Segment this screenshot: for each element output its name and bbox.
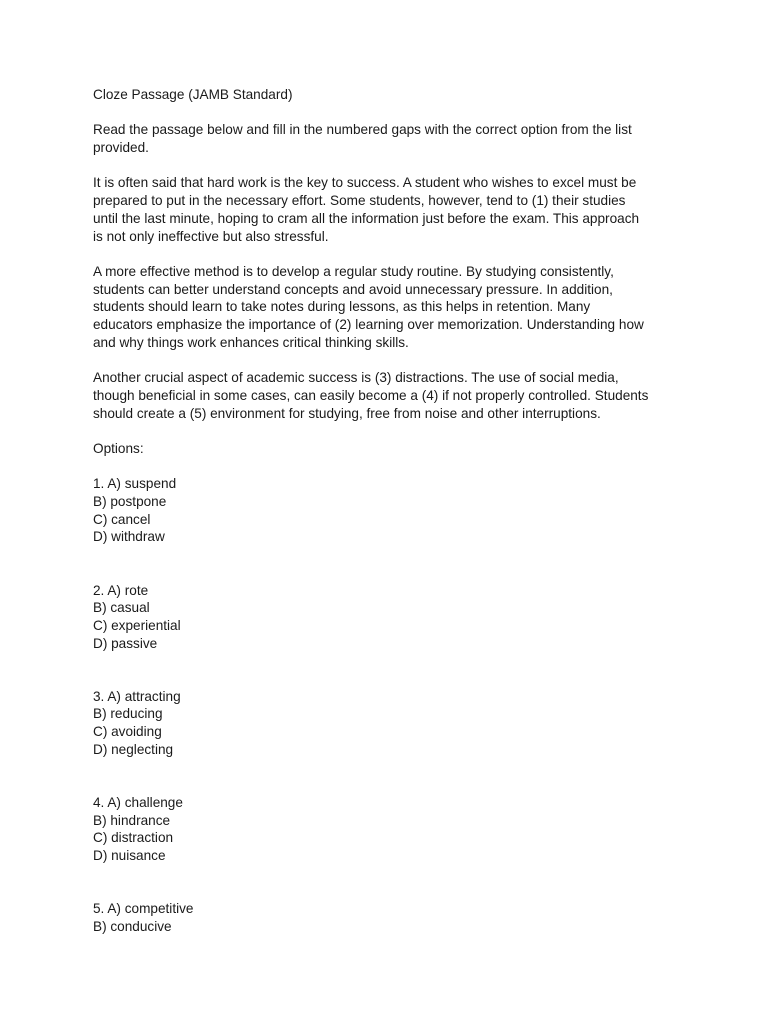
paragraph-line: should create a (5) environment for studying, free from noise and other interruptions.: [93, 405, 601, 421]
question-2-options: [93, 582, 683, 653]
question-3-options: [93, 688, 683, 759]
paragraph-line: is not only ineffective but also stressful.: [93, 228, 329, 244]
instructions: [93, 121, 683, 156]
option-line: 5. A) competitive: [93, 901, 194, 917]
paragraph-line: prepared to put in the necessary effort. Some students, however, tend to (1) their studies: [93, 193, 626, 209]
question-4-options: [93, 794, 683, 865]
paragraph-line: educators emphasize the importance of (2) learning over memorization. Understanding how: [93, 317, 644, 333]
paragraph-line: until the last minute, hoping to cram all the information just before the exam. This approach: [93, 210, 640, 226]
paragraph-line: It is often said that hard work is the key to success. A student who wishes to excel must be: [93, 175, 637, 191]
question-5-options: [93, 900, 683, 935]
instruction-line: Read the passage below and fill in the numbered gaps with the correct option from the list: [93, 122, 632, 138]
paragraph-line: students can better understand concepts and avoid unnecessary pressure. In addition,: [93, 281, 613, 297]
paragraph-line: though beneficial in some cases, can easily become a (4) if not properly controlled. Students: [93, 387, 649, 403]
option-line: C) avoiding: [93, 724, 162, 740]
option-line: B) reducing: [93, 706, 163, 722]
spacer: [93, 652, 683, 687]
option-line: C) distraction: [93, 830, 174, 846]
option-line: B) casual: [93, 600, 150, 616]
spacer: [93, 759, 683, 794]
option-line: C) experiential: [93, 617, 181, 633]
document-title: [93, 86, 683, 104]
options-heading-text: Options:: [93, 440, 144, 456]
option-line: 4. A) challenge: [93, 794, 183, 810]
paragraph-line: Another crucial aspect of academic success is (3) distractions. The use of social media,: [93, 370, 619, 386]
title-line: Cloze Passage (JAMB Standard): [93, 87, 293, 102]
document-page: [93, 86, 683, 936]
passage-paragraph-2: [93, 263, 683, 352]
spacer: [93, 546, 683, 581]
option-line: C) cancel: [93, 511, 151, 527]
option-line: 1. A) suspend: [93, 476, 177, 492]
option-line: 3. A) attracting: [93, 688, 181, 704]
option-line: D) passive: [93, 635, 158, 651]
option-line: D) neglecting: [93, 741, 174, 757]
option-line: B) postpone: [93, 494, 167, 510]
option-line: B) conducive: [93, 918, 172, 934]
passage-paragraph-1: [93, 174, 683, 245]
instruction-line: provided.: [93, 140, 149, 156]
option-line: 2. A) rote: [93, 582, 149, 598]
options-heading: [93, 440, 683, 458]
option-line: D) nuisance: [93, 848, 166, 864]
option-line: D) withdraw: [93, 529, 165, 545]
option-line: B) hindrance: [93, 812, 171, 828]
passage-paragraph-3: [93, 369, 683, 422]
spacer: [93, 865, 683, 900]
paragraph-line: students should learn to take notes during lessons, as this helps in retention. Many: [93, 299, 591, 315]
paragraph-line: A more effective method is to develop a regular study routine. By studying consistently,: [93, 263, 614, 279]
paragraph-line: and why things work enhances critical thinking skills.: [93, 334, 409, 350]
question-1-options: [93, 475, 683, 546]
